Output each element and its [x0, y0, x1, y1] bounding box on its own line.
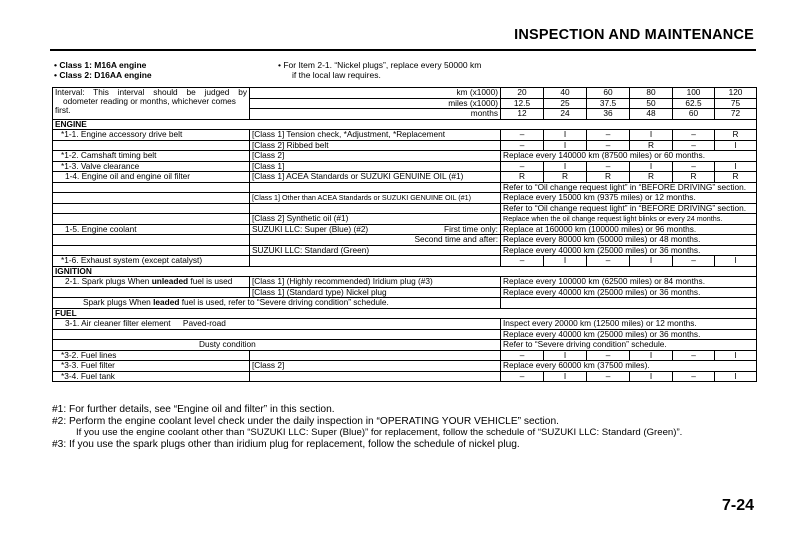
class-2: • Class 2: D16AA engine: [54, 70, 152, 80]
table-row: SUZUKI LLC: Standard (Green) Replace every 40000 km (25000 miles) or 36 months.: [53, 245, 757, 256]
table-row: *1-3. Valve clearance [Class 1] – I – I – I: [53, 161, 757, 172]
section-engine: ENGINE: [53, 119, 757, 130]
footnote-2-continued: If you use the engine coolant other than “SUZUKI LLC: Super (Blue)” for replacement, follow the schedule of “SUZUKI LLC: Standard (Green)”.: [76, 427, 683, 439]
months-label: months: [250, 109, 501, 120]
table-row: [Class 1] Other than ACEA Standards or SUZUKI GENUINE OIL (#1) Replace every 15000 km (9375 miles) or 12 months.: [53, 193, 757, 204]
interval-row-miles: miles (x1000) 12.5 25 37.5 50 62.5 75: [53, 98, 757, 109]
section-ignition: IGNITION: [53, 266, 757, 277]
table-row: Refer to “Oil change request light” in “BEFORE DRIVING” section.: [53, 203, 757, 214]
footnote-1: #1: For further details, see “Engine oil and filter” in this section.: [52, 404, 335, 415]
footnote-2: #2: Perform the engine coolant level check under the daily inspection in “OPERATING YOUR VEHICLE” section.: [52, 415, 559, 427]
table-row: *1-2. Camshaft timing belt [Class 2] Replace every 140000 km (87500 miles) or 60 months.: [53, 151, 757, 162]
table-row: [Class 2] Ribbed belt – I – R – I: [53, 140, 757, 151]
table-row: [Class 1] (Standard type) Nickel plug Replace every 40000 km (25000 miles) or 36 months.: [53, 287, 757, 298]
footnotes: [52, 404, 682, 450]
table-row: *3-2. Fuel lines – I – I – I: [53, 350, 757, 361]
class-1: • Class 1: M16A engine: [54, 60, 147, 70]
class-list: [54, 60, 152, 80]
table-row: 1-4. Engine oil and engine oil filter [Class 1] ACEA Standards or SUZUKI GENUINE OIL (#1) R R R R R R: [53, 172, 757, 183]
maintenance-table: [52, 87, 757, 382]
nickel-plug-note: [278, 60, 481, 80]
section-fuel: FUEL: [53, 308, 757, 319]
table-row: Second time and after: Replace every 80000 km (50000 miles) or 48 months.: [53, 235, 757, 246]
table-row: Replace every 40000 km (25000 miles) or 36 months.: [53, 329, 757, 340]
table-row: *1-6. Exhaust system (except catalyst) – I – I – I: [53, 256, 757, 267]
footnote-3: #3: If you use the spark plugs other than iridium plug for replacement, follow the schedule of nickel plug.: [52, 438, 520, 450]
note-line-2: if the local law requires.: [292, 70, 381, 80]
header-rule: [50, 49, 756, 51]
table-row: *3-3. Fuel filter [Class 2] Replace every 60000 km (37500 miles).: [53, 361, 757, 372]
table-row: Spark plugs When leaded fuel is used, refer to “Severe driving condition” schedule.: [53, 298, 757, 309]
table-row: 3-1. Air cleaner filter element Paved-road Inspect every 20000 km (12500 miles) or 12 months.: [53, 319, 757, 330]
miles-label: miles (x1000): [250, 98, 501, 109]
table-row: 1-5. Engine coolant SUZUKI LLC: Super (Blue) (#2) First time only: Replace at 160000 km (100000 miles) or 96 months.: [53, 224, 757, 235]
page-number: 7-24: [721, 497, 754, 514]
table-row: 2-1. Spark plugs When unleaded fuel is used [Class 1] (Highly recommended) Iridium plug (#3) Replace every 100000 km (62500 miles) or 84 months.: [53, 277, 757, 288]
interval-label: Interval: This interval should be judged by odometer reading or months, whichever comes first.: [53, 88, 250, 120]
table-row: *3-4. Fuel tank – I – I – I: [53, 371, 757, 382]
km-label: km (x1000): [250, 88, 501, 99]
page-title: INSPECTION AND MAINTENANCE: [514, 27, 754, 43]
table-row: Dusty condition Refer to “Severe driving condition” schedule.: [53, 340, 757, 351]
interval-row-km: Interval: This interval should be judged by odometer reading or months, whichever comes first. km (x1000) 20 40 60 80 100 120: [53, 88, 757, 99]
table-row: *1-1. Engine accessory drive belt [Class 1] Tension check, *Adjustment, *Replacement – I – I – R: [53, 130, 757, 141]
table-row: [Class 2] Synthetic oil (#1) Replace when the oil change request light blinks or every 24 months.: [53, 214, 757, 225]
note-line-1: • For Item 2-1. “Nickel plugs”, replace every 50000 km: [278, 60, 482, 70]
table-row: Refer to “Oil change request light” in “BEFORE DRIVING” section.: [53, 182, 757, 193]
interval-row-months: months 12 24 36 48 60 72: [53, 109, 757, 120]
